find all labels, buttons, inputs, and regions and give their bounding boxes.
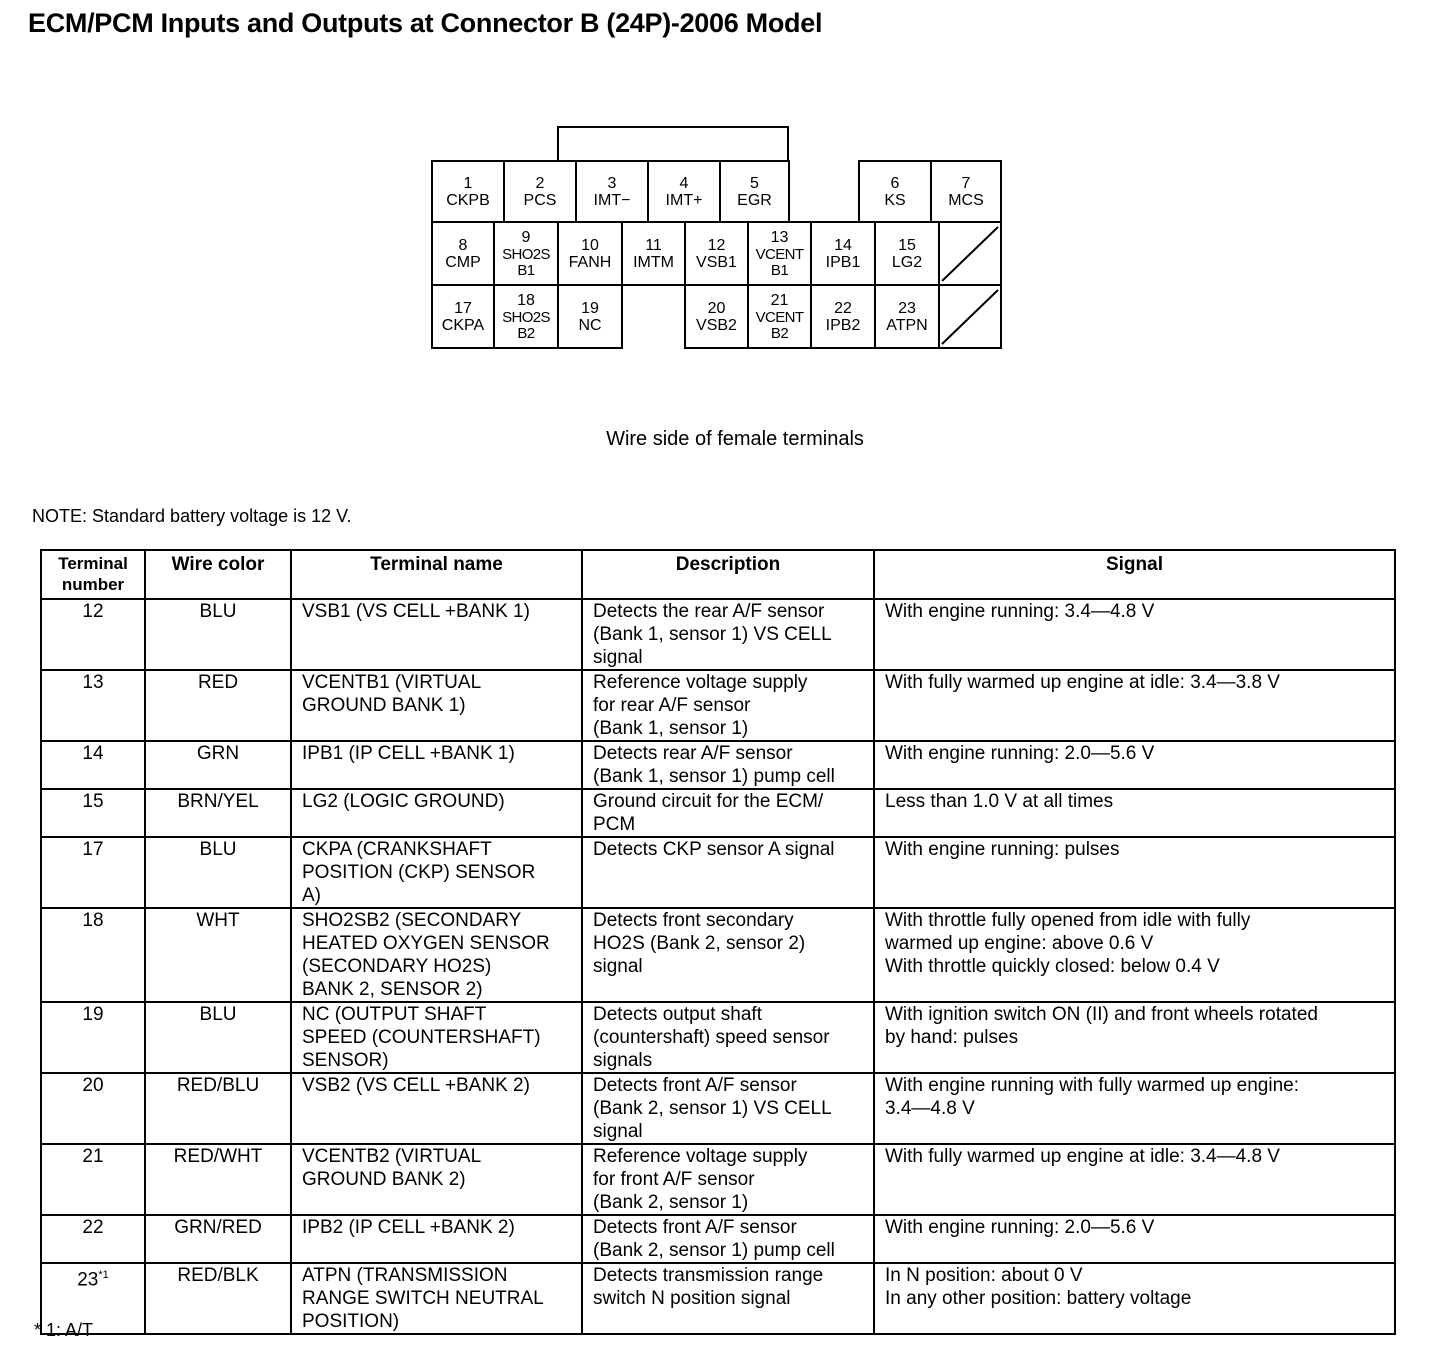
unused-cavity-slash [940,223,1000,284]
terminal-label: SHO2S B1 [502,245,550,279]
terminal-22 [810,284,876,349]
terminal-24-blank [938,284,1002,349]
terminal-7 [930,160,1002,223]
battery-voltage-note: NOTE: Standard battery voltage is 12 V. [32,506,352,526]
terminal-name-cell: CKPA (CRANKSHAFT POSITION (CKP) SENSOR A) [291,837,582,908]
terminal-number-cell: 13 [41,670,145,741]
wire-color-cell: BLU [145,837,291,908]
terminal-number: 17 [454,299,472,317]
terminal-number: 18 [517,291,535,309]
terminal-name-cell: SHO2SB2 (SECONDARY HEATED OXYGEN SENSOR (SECONDARY HO2S) BANK 2, SENSOR 2) [291,908,582,1002]
terminal-label: VCENT B1 [755,245,804,279]
terminal-label: NC [578,316,602,334]
terminal-10 [557,221,623,286]
terminal-name-cell: VSB1 (VS CELL +BANK 1) [291,599,582,670]
footnote-marker: *1 [98,1269,109,1281]
signal-cell: In N position: about 0 V In any other position: battery voltage [874,1263,1395,1334]
terminal-label: IMTM [633,253,674,271]
description-cell: Reference voltage supply for rear A/F sensor (Bank 1, sensor 1) [582,670,874,741]
terminal-16-blank [938,221,1002,286]
description-cell: Detects output shaft (countershaft) speed sensor signals [582,1002,874,1073]
description-cell: Detects the rear A/F sensor (Bank 1, sensor 1) VS CELL signal [582,599,874,670]
terminal-number-cell: 17 [41,837,145,908]
terminal-name-cell: VSB2 (VS CELL +BANK 2) [291,1073,582,1144]
terminal-13 [747,221,812,286]
terminal-name-cell: VCENTB2 (VIRTUAL GROUND BANK 2) [291,1144,582,1215]
terminal-name-cell: IPB2 (IP CELL +BANK 2) [291,1215,582,1263]
terminal-name-cell: ATPN (TRANSMISSION RANGE SWITCH NEUTRAL POSITION) [291,1263,582,1334]
signal-cell: With ignition switch ON (II) and front wheels rotated by hand: pulses [874,1002,1395,1073]
table-row [41,599,1395,670]
terminal-20 [684,284,749,349]
description-cell: Ground circuit for the ECM/ PCM [582,789,874,837]
terminal-number: 14 [834,236,852,254]
terminal-number-cell: 21 [41,1144,145,1215]
signal-cell: With engine running: pulses [874,837,1395,908]
wire-color-cell: GRN/RED [145,1215,291,1263]
table-row [41,741,1395,789]
terminal-label: VSB1 [696,253,737,271]
terminal-name-cell: VCENTB1 (VIRTUAL GROUND BANK 1) [291,670,582,741]
terminal-number-cell: 14 [41,741,145,789]
terminal-label: LG2 [891,253,923,271]
terminal-number: 8 [458,236,468,254]
terminal-1 [431,160,505,223]
terminal-name-cell: NC (OUTPUT SHAFT SPEED (COUNTERSHAFT) SENSOR) [291,1002,582,1073]
signal-cell: With fully warmed up engine at idle: 3.4—4.8 V [874,1144,1395,1215]
terminal-number: 1 [463,174,473,192]
terminal-number-cell: 18 [41,908,145,1002]
terminal-number: 23 [898,299,916,317]
terminal-number: 9 [521,228,531,246]
terminal-5 [719,160,790,223]
terminal-label: VSB2 [696,316,737,334]
terminal-number: 7 [961,174,971,192]
terminal-table [40,549,1396,1335]
connector-caption: Wire side of female terminals [606,428,864,450]
wire-color-cell: WHT [145,908,291,1002]
header-terminal-number: Terminal number [41,550,145,599]
wire-color-cell: BRN/YEL [145,789,291,837]
terminal-number: 12 [707,236,726,254]
description-cell: Detects front A/F sensor (Bank 2, sensor 1) VS CELL signal [582,1073,874,1144]
terminal-number: 2 [535,174,545,192]
terminal-label: PCS [523,191,557,209]
header-description: Description [582,550,874,599]
terminal-21 [747,284,812,349]
table-header-row [41,550,1395,599]
table-row [41,837,1395,908]
wire-color-cell: RED/BLU [145,1073,291,1144]
terminal-number: 13 [770,228,789,246]
table-row [41,1144,1395,1215]
terminal-12 [684,221,749,286]
terminal-label: IMT− [593,191,631,209]
wire-color-cell: GRN [145,741,291,789]
header-terminal-name: Terminal name [291,550,582,599]
page-title: ECM/PCM Inputs and Outputs at Connector B (24P)-2006 Model [28,8,823,38]
terminal-18 [493,284,559,349]
description-cell: Detects rear A/F sensor (Bank 1, sensor 1) pump cell [582,741,874,789]
terminal-15 [874,221,940,286]
table-row [41,1263,1395,1334]
header-wire-color: Wire color [145,550,291,599]
terminal-3 [575,160,649,223]
table-row [41,789,1395,837]
terminal-9 [493,221,559,286]
terminal-label: ATPN [886,316,928,334]
terminal-number: 15 [898,236,916,254]
terminal-label: CKPA [441,316,485,334]
terminal-number: 21 [770,291,789,309]
terminal-label: IMT+ [665,191,703,209]
terminal-number: 19 [581,299,599,317]
table-row [41,1215,1395,1263]
wire-color-cell: RED/WHT [145,1144,291,1215]
terminal-label: FANH [568,253,612,271]
table-row [41,670,1395,741]
terminal-label: EGR [737,191,772,209]
header-signal: Signal [874,550,1395,599]
wire-color-cell: BLU [145,599,291,670]
terminal-name-cell: LG2 (LOGIC GROUND) [291,789,582,837]
terminal-number: 20 [707,299,726,317]
terminal-number: 5 [750,174,759,192]
terminal-number-cell: 12 [41,599,145,670]
terminal-label: CMP [445,253,481,271]
terminal-label: KS [884,191,906,209]
wire-color-cell: BLU [145,1002,291,1073]
terminal-4 [647,160,721,223]
terminal-17 [431,284,495,349]
connector-lock-tab [557,126,789,162]
terminal-label: VCENT B2 [755,308,804,342]
terminal-label: SHO2S B2 [502,308,550,342]
terminal-number: 22 [834,299,852,317]
signal-cell: With throttle fully opened from idle with fully warmed up engine: above 0.6 V With throttle quickly closed: below 0.4 V [874,908,1395,1002]
terminal-14 [810,221,876,286]
terminal-number: 4 [679,174,689,192]
terminal-8 [431,221,495,286]
description-cell: Reference voltage supply for front A/F sensor (Bank 2, sensor 1) [582,1144,874,1215]
table-row [41,908,1395,1002]
signal-cell: Less than 1.0 V at all times [874,789,1395,837]
terminal-number-cell: 15 [41,789,145,837]
terminal-number-cell: 19 [41,1002,145,1073]
terminal-label: CKPB [446,191,490,209]
description-cell: Detects front secondary HO2S (Bank 2, sensor 2) signal [582,908,874,1002]
wire-color-cell: RED [145,670,291,741]
terminal-label: IPB1 [825,253,861,271]
terminal-name-cell: IPB1 (IP CELL +BANK 1) [291,741,582,789]
terminal-2 [503,160,577,223]
terminal-23 [874,284,940,349]
connector-diagram [0,0,1440,380]
description-cell: Detects CKP sensor A signal [582,837,874,908]
description-cell: Detects transmission range switch N position signal [582,1263,874,1334]
signal-cell: With engine running: 3.4—4.8 V [874,599,1395,670]
signal-cell: With engine running with fully warmed up engine: 3.4—4.8 V [874,1073,1395,1144]
terminal-number: 3 [607,174,617,192]
terminal-19 [557,284,623,349]
terminal-number-cell: 20 [41,1073,145,1144]
unused-cavity-slash [940,286,1000,347]
signal-cell: With fully warmed up engine at idle: 3.4—3.8 V [874,670,1395,741]
footnote: * 1: A/T [34,1320,94,1340]
terminal-number: 11 [645,236,662,254]
terminal-number-value: 23 [77,1269,99,1291]
terminal-number: 6 [890,174,900,192]
table-row [41,1073,1395,1144]
terminal-number: 10 [581,236,599,254]
wire-color-cell: RED/BLK [145,1263,291,1334]
signal-cell: With engine running: 2.0—5.6 V [874,1215,1395,1263]
terminal-label: IPB2 [825,316,861,334]
terminal-11 [621,221,686,286]
terminal-6 [858,160,932,223]
terminal-number-cell: 22 [41,1215,145,1263]
signal-cell: With engine running: 2.0—5.6 V [874,741,1395,789]
description-cell: Detects front A/F sensor (Bank 2, sensor 1) pump cell [582,1215,874,1263]
terminal-label: MCS [948,191,984,209]
table-row [41,1002,1395,1073]
